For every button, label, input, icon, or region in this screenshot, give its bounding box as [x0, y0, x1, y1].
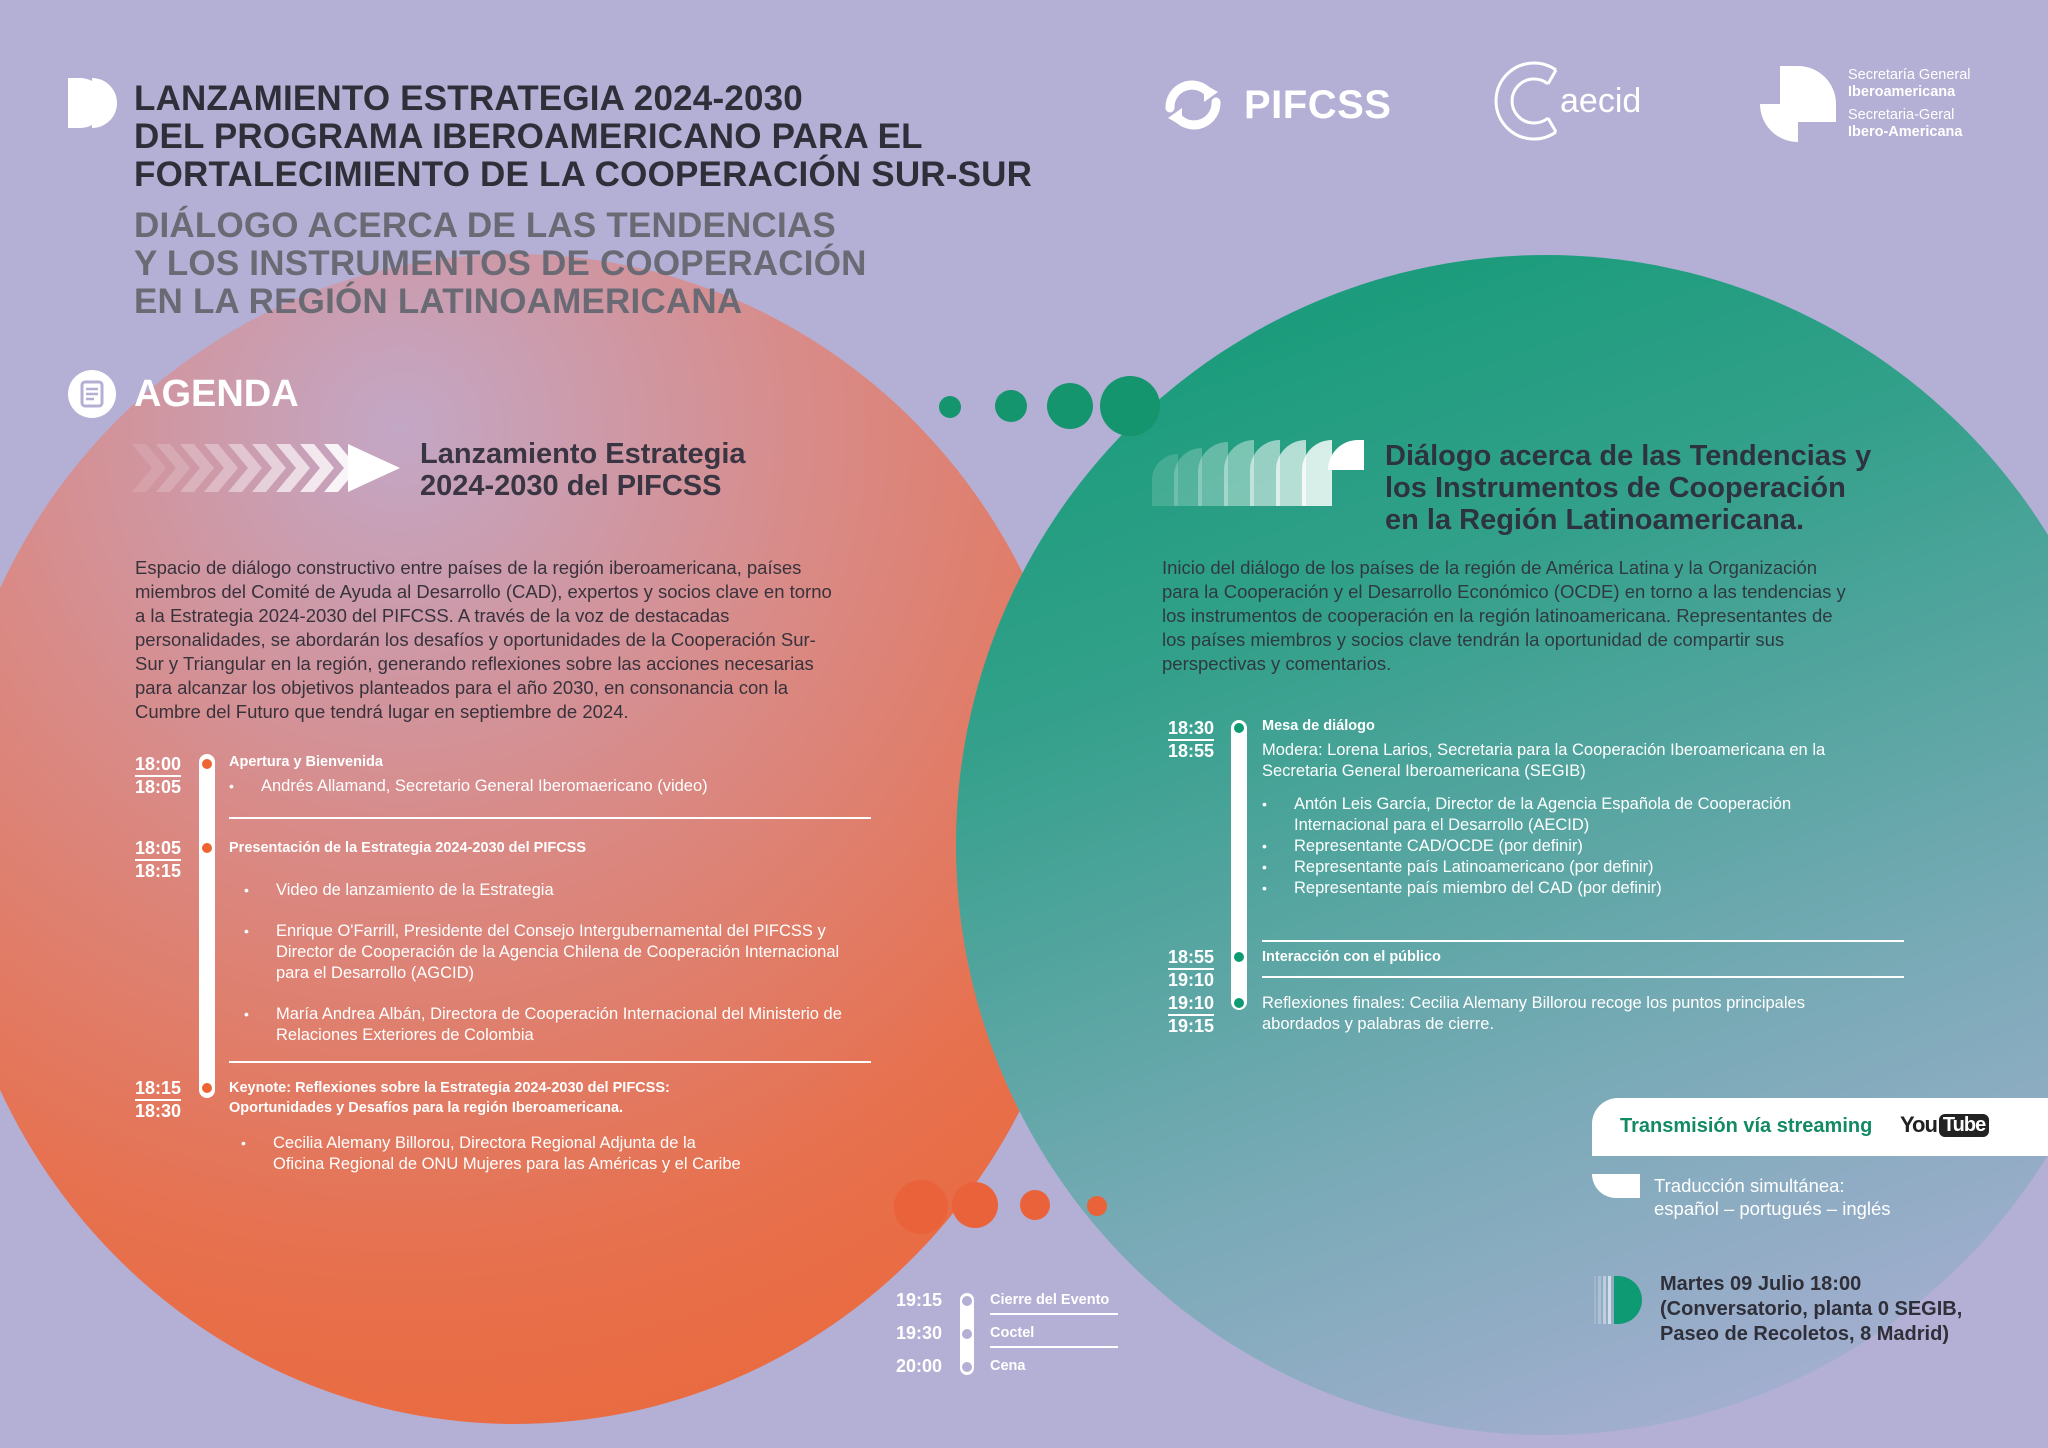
- timeline-dot: [962, 1362, 972, 1372]
- heading-line: los Instrumentos de Cooperación: [1385, 472, 1846, 504]
- event-half-circle-icon: [1592, 1276, 1642, 1324]
- time-end: 19:15: [1168, 1016, 1215, 1036]
- translation-info: [1654, 1174, 1891, 1220]
- closing-label: Cena: [990, 1358, 1026, 1374]
- timeline-dot: [202, 759, 212, 769]
- translation-line: español – portugués – inglés: [1654, 1198, 1891, 1219]
- timeline-dot: [1234, 723, 1244, 733]
- bullet-item: • Cecilia Alemany Billorou, Directora Regional Adjunta de la Oficina Regional de ONU Mujeres para las Américas y el Caribe: [241, 1133, 749, 1175]
- translation-leaf-icon: [1592, 1174, 1640, 1198]
- pifcss-arrows-icon: [1160, 80, 1226, 130]
- bullet-item: • Representante CAD/OCDE (por definir): [1262, 836, 1852, 857]
- title-line: LANZAMIENTO ESTRATEGIA 2024-2030: [134, 79, 803, 118]
- right-description: Inicio del diálogo de los países de la región de América Latina y la Organización para la Cooperación y el Desarrollo Económico (OCDE) en torno a las tendencias y los instrumentos de cooperación en la región latinoamericana. Representantes de los países miembros y socios clave tendrán la oportunidad de compartir sus perspectivas y comentarios.: [1162, 557, 1846, 674]
- pifcss-mark-icon: [68, 78, 118, 128]
- time-end: 18:55: [1168, 741, 1215, 761]
- timeline-dot: [962, 1329, 972, 1339]
- segib-line: Iberoamericana: [1848, 84, 1956, 100]
- decorative-dot: [1047, 383, 1093, 429]
- timeline-dot: [1234, 998, 1244, 1008]
- agenda-section-label: [68, 370, 299, 418]
- agenda-item: [229, 752, 869, 797]
- time-range: [1168, 947, 1214, 990]
- decorative-dot: [995, 390, 1027, 422]
- time-end: 19:10: [1168, 970, 1215, 990]
- item-title: Presentación de la Estrategia 2024-2030 del PIFCSS: [229, 840, 587, 856]
- chevron-arrows-icon: [132, 442, 402, 494]
- agenda-item: [229, 1078, 749, 1175]
- divider: [229, 1061, 871, 1063]
- youtube-tube: Tube: [1939, 1114, 1989, 1137]
- subtitle: [134, 207, 867, 321]
- bullet-item: • Antón Leis García, Director de la Agencia Española de Cooperación Internacional para el Desarrollo (AECID): [1262, 794, 1852, 836]
- subtitle-line: DIÁLOGO ACERCA DE LAS TENDENCIAS: [134, 206, 836, 245]
- subtitle-line: Y LOS INSTRUMENTOS DE COOPERACIÓN: [134, 244, 867, 283]
- segib-line: Ibero-Americana: [1848, 124, 1963, 140]
- moderator-text: Modera: Lorena Larios, Secretaria para la Cooperación Iberoamericana en la Secretaria General Iberoamericana (SEGIB): [1262, 741, 1826, 780]
- timeline-dot: [202, 1083, 212, 1093]
- divider: [990, 1346, 1118, 1348]
- item-title: Mesa de diálogo: [1262, 718, 1375, 734]
- agenda-label: AGENDA: [134, 372, 299, 415]
- divider: [990, 1313, 1118, 1315]
- heading-line: Diálogo acerca de las Tendencias y: [1385, 440, 1872, 472]
- bullet-item: • Representante país Latinoamericano (por definir): [1262, 857, 1852, 878]
- aecid-logo: [1490, 56, 1641, 146]
- time-range: [135, 838, 181, 881]
- item-title: Apertura y Bienvenida: [229, 754, 383, 770]
- left-section-heading: [420, 438, 746, 502]
- decorative-dot: [1100, 376, 1160, 436]
- bullet-item: • Enrique O'Farrill, Presidente del Consejo Intergubernamental del PIFCSS y Director de Cooperación de la Agencia Chilena de Cooperación Internacional para el Desarrollo (AGCID): [244, 921, 869, 984]
- title-line: FORTALECIMIENTO DE LA COOPERACIÓN SUR-SUR: [134, 155, 1033, 194]
- time-start: 18:15: [135, 1078, 181, 1101]
- event-line: (Conversatorio, planta 0 SEGIB,: [1660, 1298, 1963, 1320]
- time-end: 18:15: [135, 861, 182, 881]
- time-end: 18:30: [135, 1101, 182, 1121]
- time-start: 18:05: [135, 838, 181, 861]
- decorative-dot: [939, 396, 961, 418]
- heading-line: 2024-2030 del PIFCSS: [420, 470, 722, 502]
- decorative-dot: [1087, 1196, 1107, 1216]
- item-title: Keynote: Reflexiones sobre la Estrategia 2024-2030 del PIFCSS: Oportunidades y Desafíos para la región Iberoamericana.: [229, 1080, 670, 1116]
- pifcss-logo: [1160, 80, 1391, 130]
- item-title: Interacción con el público: [1262, 949, 1441, 965]
- segib-logo: [1760, 66, 1971, 142]
- event-line: Paseo de Recoletos, 8 Madrid): [1660, 1323, 1949, 1345]
- divider: [229, 817, 871, 819]
- time-end: 18:05: [135, 777, 182, 797]
- time-start: 18:55: [1168, 947, 1214, 970]
- pifcss-logo-text: PIFCSS: [1244, 82, 1392, 127]
- decorative-dot: [952, 1182, 998, 1228]
- right-section-heading: [1385, 440, 1871, 536]
- time-start: 18:00: [135, 754, 181, 777]
- closing-label: Coctel: [990, 1325, 1035, 1341]
- subtitle-line: EN LA REGIÓN LATINOAMERICANA: [134, 282, 743, 321]
- bullet-item: • Andrés Allamand, Secretario General Iberomaericano (video): [229, 776, 869, 797]
- heading-line: Lanzamiento Estrategia: [420, 438, 746, 470]
- timeline-dot: [202, 843, 212, 853]
- time-range: [1168, 993, 1214, 1036]
- wave-stack-icon: [1152, 440, 1364, 506]
- decorative-dot: [894, 1180, 948, 1234]
- left-timeline-bar: [199, 754, 215, 1098]
- title-line: DEL PROGRAMA IBEROAMERICANO PARA EL: [134, 117, 923, 156]
- closing-remarks: Reflexiones finales: Cecilia Alemany Billorou recoge los puntos principales abordados y palabras de cierre.: [1262, 994, 1805, 1033]
- streaming-banner[interactable]: [1592, 1098, 2048, 1156]
- main-title: [134, 80, 1032, 194]
- timeline-dot: [962, 1296, 972, 1306]
- document-icon: [68, 370, 116, 418]
- translation-line: Traducción simultánea:: [1654, 1175, 1845, 1196]
- time-start: 18:30: [1168, 718, 1214, 741]
- agenda-item: [1262, 716, 1852, 899]
- segib-mark-icon: [1760, 66, 1836, 142]
- youtube-you: You: [1900, 1112, 1937, 1137]
- heading-line: en la Región Latinoamericana.: [1385, 504, 1804, 536]
- closing-time: 19:15: [896, 1290, 943, 1310]
- decorative-dot: [1020, 1190, 1050, 1220]
- divider: [1262, 976, 1904, 978]
- agenda-item: [229, 838, 869, 1046]
- segib-line: Secretaría General: [1848, 67, 1971, 83]
- bullet-item: • Representante país miembro del CAD (por definir): [1262, 878, 1852, 899]
- time-range: [135, 754, 181, 797]
- closing-time: 20:00: [896, 1356, 943, 1376]
- right-timeline-bar: [1231, 720, 1247, 1010]
- time-start: 19:10: [1168, 993, 1214, 1016]
- divider: [1262, 940, 1904, 942]
- closing-time: 19:30: [896, 1323, 943, 1343]
- bullet-item: • Video de lanzamiento de la Estrategia: [244, 880, 869, 901]
- time-range: [135, 1078, 181, 1121]
- event-line: Martes 09 Julio 18:00: [1660, 1273, 1862, 1295]
- event-info: [1660, 1272, 1962, 1347]
- youtube-icon[interactable]: [1900, 1112, 1989, 1138]
- streaming-label: Transmisión vía streaming: [1620, 1115, 1873, 1137]
- aecid-logo-text: aecid: [1560, 81, 1642, 120]
- time-range: [1168, 718, 1214, 761]
- bullet-item: • María Andrea Albán, Directora de Cooperación Internacional del Ministerio de Relaciones Exteriores de Colombia: [244, 1004, 869, 1046]
- segib-line: Secretaria-Geral: [1848, 107, 1955, 123]
- closing-label: Cierre del Evento: [990, 1292, 1110, 1308]
- timeline-dot: [1234, 952, 1244, 962]
- left-description: Espacio de diálogo constructivo entre países de la región iberoamericana, países miembros del Comité de Ayuda al Desarrollo (CAD), expertos y socios clave en torno a la Estrategia 2024-2030 del PIFCSS. A través de la voz de destacadas personalidades, se abordarán los desafíos y oportunidades de la Cooperación Sur-Sur y Triangular en la región, generando reflexiones sobre las acciones necesarias para alcanzar los objetivos planteados para el año 2030, en consonancia con la Cumbre del Futuro que tendrá lugar en septiembre de 2024.: [135, 557, 832, 722]
